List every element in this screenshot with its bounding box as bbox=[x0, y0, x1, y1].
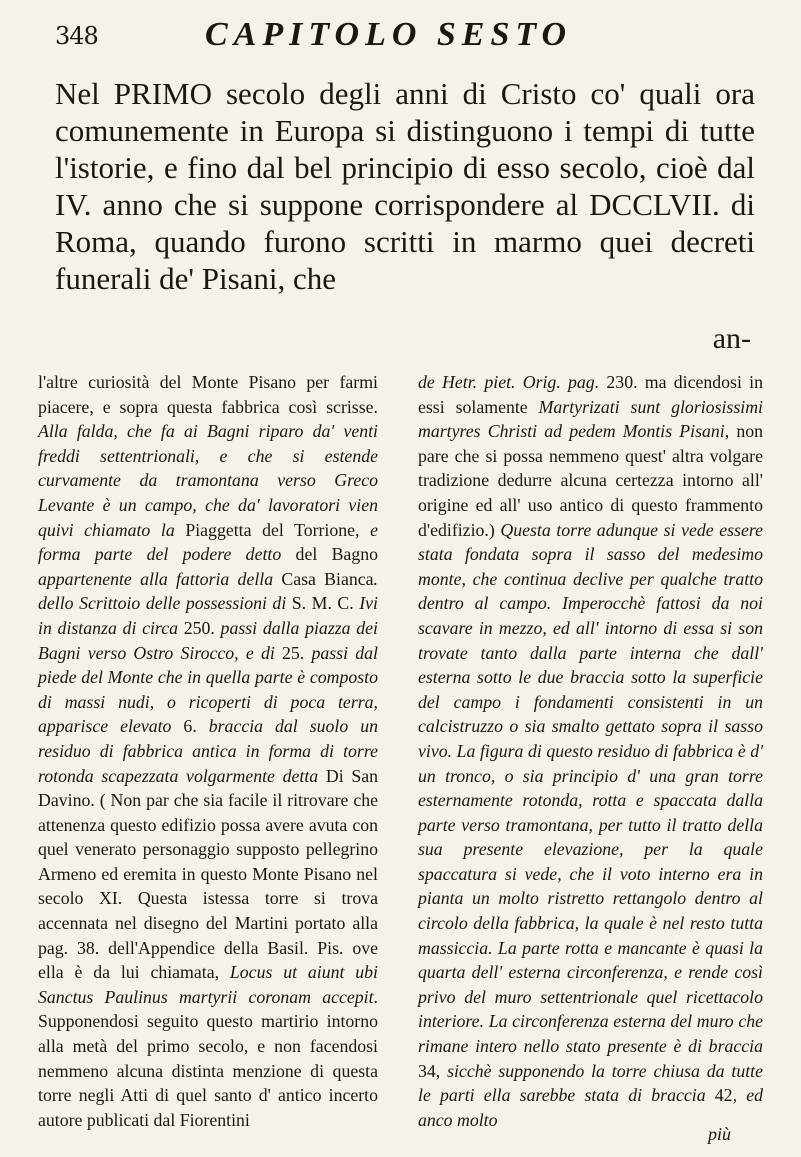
text-run: braccia dal suolo un residuo di fabbrica antica in forma di torre rotonda scapezzata volgarmente detta bbox=[38, 716, 379, 786]
text-run: Martyrizati sunt gloriosissimi martyres Christi ad pedem Montis Pisani bbox=[418, 396, 763, 442]
text-run: Alla falda, che fa ai Bagni riparo da' venti freddi settentrionali, e che si estende curvamente da tramontana verso Greco Levante è un campo, che da' lavoratori vien quivi chiamato la bbox=[38, 421, 378, 540]
text-run: 230. ma dicendosi in essi solamente bbox=[418, 372, 763, 417]
text-run: Locus ut aiunt ubi Sanctus Paulinus martyrii coronam accepit bbox=[38, 962, 378, 1007]
text-run: 42 bbox=[714, 1085, 733, 1106]
column-catchword: più bbox=[708, 1124, 732, 1144]
text-run: , non pare che si possa nemmeno quest' altra volgare tradizione dedurre alcuna certezza intorno all' origine ed all' uso antico di questo frammento d'edifizio.) bbox=[418, 421, 763, 540]
text-run: . Supponendosi seguito questo martirio intorno alla metà del primo secolo, e non facendosi nemmeno alcuna distinta menzione di questa torre negli Atti di quel santo d' antico incerto autore publicati dal Fiorentini bbox=[38, 986, 378, 1130]
text-run: Di San Davino. ( Non par che sia facile il ritrovare che attenenza questo edifizio possa avere avuta con quel venerato personaggio supposto pellegrino Armeno ed eremita in questo Monte Pisano nel secolo XI. Questa istessa torre si trova accennata nel disegno del Martini portato alla pag. 38. dell'Appendice della Basil. Pis. ove ella è da lui chiamata, bbox=[38, 765, 378, 983]
text-run: Casa Bianca bbox=[281, 568, 374, 589]
text-run: del Bagno bbox=[295, 544, 378, 565]
text-run: de Hetr. piet. Orig. pag. bbox=[418, 372, 607, 392]
text-run: , e forma parte del podere detto bbox=[38, 519, 378, 565]
text-run: Piaggetta del Torrione bbox=[185, 519, 356, 540]
text-run: , sicchè supponendo la torre chiusa da tutte le parti ella sarebbe stata di braccia bbox=[418, 1060, 763, 1106]
text-run: . dello Scrittoio delle possessioni di bbox=[38, 568, 378, 614]
catchword: an- bbox=[712, 322, 751, 355]
running-head bbox=[55, 14, 741, 54]
text-run: 25. bbox=[282, 642, 305, 663]
right-column bbox=[418, 370, 763, 1132]
text-run: 250. bbox=[183, 617, 215, 638]
text-run: l'altre curiosità del Monte Pisano per farmi piacere, e sopra questa fabbrica così scrisse. bbox=[38, 372, 378, 417]
text-run: S. M. C. bbox=[291, 593, 354, 614]
chapter-title: CAPITOLO SESTO bbox=[205, 16, 573, 53]
text-run: Questa torre adunque si vede essere stata fondata sopra il sasso del medesimo monte, che continua declive per qualche tratto dentro al campo. Imperocchè fattosi da noi scavare in mezzo, ed all' intorno di essa si son trovate tanto dalla parte interna che dall' esterna sotto le due braccia sotto la superficie del campo i fondamenti consistenti in un calcistruzzo o sia smalto gettato sopra il sasso vivo. La figura di questo residuo di fabbrica è d' un tronco, o sia principio d' una gran torre esternamente rotonda, rotta e spaccata dalla parte verso tramontana, per tutto il tratto della sua presente elevazione, per la quale spaccatura si vede, che il voto interno era in pianta un molto ristretto rettangolo dentro al circolo della fabbrica, la quale è nel resto tutta massiccia. La parte rotta e mancante è quasi la quarta dell' esterna circonferenza, e rende così privo del muro settentrionale quel ricettacolo interiore. La circonferenza esterna del muro che rimane intero nello stato presente è di braccia bbox=[418, 519, 763, 1057]
text-run: 34 bbox=[418, 1060, 436, 1081]
page-number: 348 bbox=[55, 22, 98, 50]
text-run: passi dal piede del Monte che in quella parte è composto di massi nudi, o ricoperti di poca terra, apparisce elevato bbox=[38, 642, 378, 737]
lead-paragraph: Nel PRIMO secolo degli anni di Cristo co' quali ora comunemente in Europa si distinguono i tempi di tutte l'istorie, e fino dal bel principio di esso secolo, cioè dal IV. anno che si suppone corrispondere al DCCLVII. di Roma, quando furono scritti in marmo quei decreti funerali de' Pisani, che bbox=[55, 76, 755, 296]
text-run: passi dalla piazza dei Bagni verso Ostro Sirocco, e di bbox=[38, 617, 378, 663]
text-run: , ed anco molto bbox=[418, 1085, 763, 1130]
text-run: Ivi in distanza di circa bbox=[38, 593, 378, 638]
left-column bbox=[38, 370, 378, 1132]
text-run: appartenente alla fattoria della bbox=[38, 568, 282, 589]
text-run: 6. bbox=[183, 716, 197, 737]
